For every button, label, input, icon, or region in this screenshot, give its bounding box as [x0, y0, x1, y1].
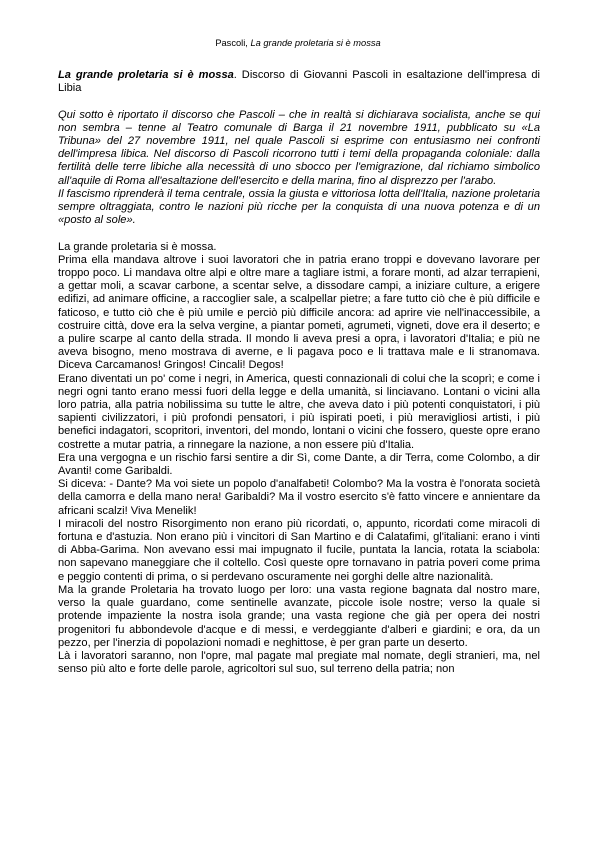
- paragraph-gap: [58, 227, 540, 240]
- speech-paragraph: Era una vergogna e un rischio farsi sentire a dir Sì, come Dante, a dir Terra, come Colombo, a dir Avanti! come Garibaldi.: [58, 451, 540, 478]
- speech-paragraph: Erano diventati un po' come i negri, in America, questi connazionali di colui che la scoprì; e come i negri ogni tanto erano messi fuori della legge e della umanità, si linciavano. Lontani o vicini alla loro patria, alla patria nobilissima su tutte le altre, che aveva dato i più potenti conquistatori, i più sapienti civilizzatori, i più profondi pensatori, i più ispirati poeti, i più meravigliosi artisti, i più benefici indagatori, scopritori, inventori, del mondo, lontani o vicini che fossero, queste opre erano costrette a mutar patria, a rinnegare la nazione, a non essere più d'Italia.: [58, 372, 540, 451]
- document-subtitle: . Discorso di Giovanni Pascoli in esaltazione dell'impresa di Libia: [58, 69, 540, 95]
- intro-paragraph: Qui sotto è riportato il discorso che Pascoli – che in realtà si dichiarava socialista, anche se qui non sembra – tenne al Teatro comunale di Barga il 21 novembre 1911, pubblicato su «La Tribuna» del 27 novembre 1911, nel quale Pascoli si esprime con entusiasmo nei confronti dell'impresa libica. Nel discorso di Pascoli ricorrono tutti i temi della propaganda coloniale: dalla fertilità delle terre libiche alla necessità di uno sbocco per l'emigrazione, dal richiamo simbolico all'aquile di Roma all'esaltazione dell'esercito e della marina, fino al disprezzo per l'arabo.: [58, 108, 540, 187]
- document-title: La grande proletaria si è mossa: [58, 69, 234, 81]
- intro-paragraph: Il fascismo riprenderà il tema centrale, ossia la giusta e vittoriosa lotta dell'Italia, nazione proletaria sempre oltraggiata, contro le nazioni più ricche per la conquista di una nuova potenza e di un «posto al sole».: [58, 187, 540, 227]
- body-text: [58, 69, 540, 676]
- speech-paragraph: Si diceva: - Dante? Ma voi siete un popolo d'analfabeti! Colombo? Ma la vostra è l'onorata società della camorra e della mano nera! Garibaldi? Ma il vostro esercito s'è fatto vincere e annientare da africani scalzi! Viva Menelik!: [58, 478, 540, 517]
- speech-paragraph: Prima ella mandava altrove i suoi lavoratori che in patria erano troppi e dovevano lavorare per troppo poco. Li mandava oltre alpi e oltre mare a tagliare istmi, a forare monti, ad alzar terrapieni, a gettar moli, a scavar carbone, a scentar selve, a dissodare campi, a iniziare culture, a erigere edifizi, ad animare officine, a raccoglier sale, a scalpellar pietre; a fare tutto ciò che è più difficile e faticoso, e tutto ciò che è più umile e perciò più difficile ancora: ad aprire vie nell'inaccessibile, a costruire città, dove era la selva vergine, a piantar pometi, agrumeti, vigneti, dove era il deserto; e a pulire scarpe al canto della strada. Il mondo li aveva presi a opra, i lavoratori d'Italia; e più ne aveva bisogno, meno mostrava di averne, e li pagava poco e li trattava male e li stranomava. Diceva Carcamanos! Gringos! Cincali! Degos!: [58, 253, 540, 372]
- speech-paragraph: I miracoli del nostro Risorgimento non erano più ricordati, o, appunto, ricordati come miracoli di fortuna e d'astuzia. Non erano più i vincitori di San Martino e di Calatafimi, gl'italiani: erano i vinti di Abba-Garima. Non avevano essi mai impugnato il fucile, puntata la lancia, rotata la sciabola: non sapevano maneggiare che il coltello. Così queste opre tornavano in patria poveri come prima e peggio contenti di prima, o si perdevano oscuramente nei gorghi delle altre nazionalità.: [58, 517, 540, 583]
- title-paragraph: [58, 69, 540, 95]
- header-work-title: La grande proletaria si è mossa: [250, 38, 381, 48]
- header-author: Pascoli,: [215, 38, 251, 48]
- speech-paragraph: Là i lavoratori saranno, non l'opre, mal pagate mal pregiate mal nomate, degli stranieri, ma, nel senso più alto e forte delle parole, agricoltori sul suo, sul terreno della patria; non: [58, 649, 540, 676]
- speech-paragraph: Ma la grande Proletaria ha trovato luogo per loro: una vasta regione bagnata dal nostro mare, verso la quale guardano, come sentinelle avanzate, piccole isole nostre; verso la quale si protende impaziente la nostra isola grande; una vasta regione che già per opera dei nostri progenitori fu abbondevole d'acque e di messi, e verdeggiante d'alberi e giardini; e ora, da un pezzo, per l'inerzia di popolazioni nomadi e neghittose, è per gran parte un deserto.: [58, 583, 540, 649]
- speech-opening-line: La grande proletaria si è mossa.: [58, 240, 217, 253]
- running-header: [0, 37, 596, 49]
